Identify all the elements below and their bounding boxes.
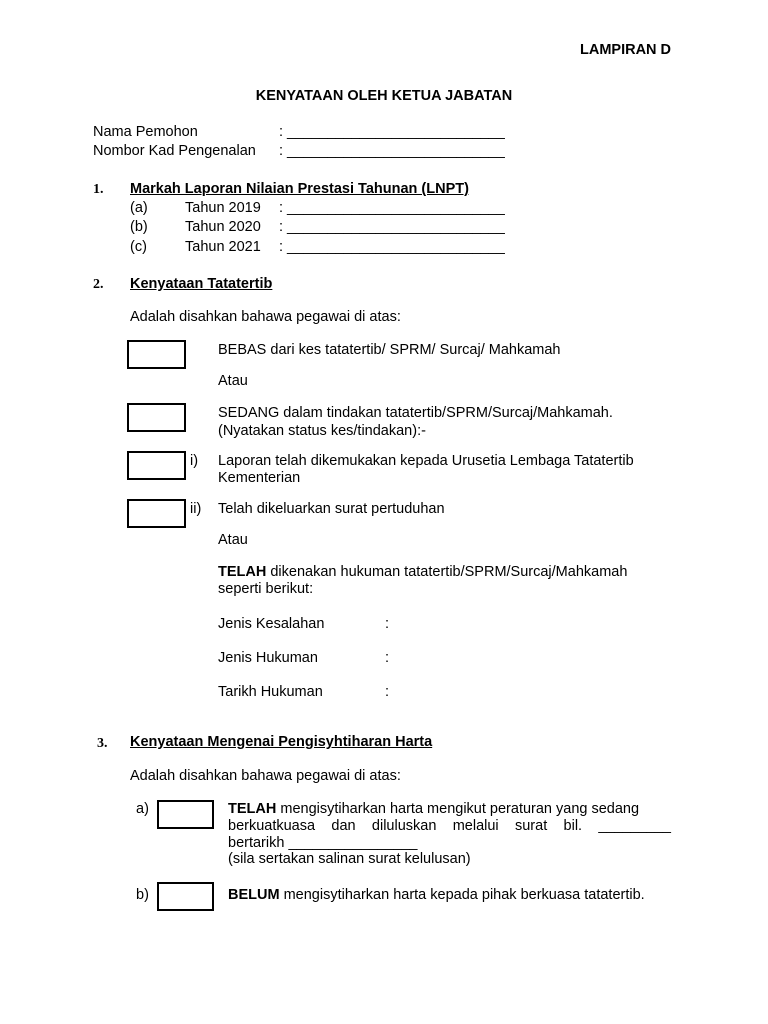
telah-keyword: TELAH [218, 564, 267, 580]
jenis-hukuman-field[interactable]: : [385, 650, 390, 666]
sedang-checkbox[interactable] [127, 403, 186, 432]
sedang-option-text: SEDANG dalam tindakan tatatertib/SPRM/Surcaj/Mahkamah. [218, 405, 613, 421]
applicant-name-field[interactable]: : ___________________________ [279, 124, 505, 140]
bebas-option-text: BEBAS dari kes tatatertib/ SPRM/ Surcaj/ Mahkamah [218, 342, 561, 358]
atau-label: Atau [218, 373, 248, 389]
section3-intro: Adalah disahkan bahawa pegawai di atas: [130, 768, 401, 784]
section3-heading: Kenyataan Mengenai Pengisyhtiharan Harta [130, 734, 433, 750]
sub-item-ii-label: ii) [190, 501, 202, 517]
tarikh-hukuman-label: Tarikh Hukuman [218, 684, 323, 700]
laporan-checkbox[interactable] [127, 451, 186, 480]
pertuduhan-option-text: Telah dikeluarkan surat pertuduhan [218, 501, 445, 517]
section2-number: 2. [93, 277, 104, 292]
sedang-option-note: (Nyatakan status kes/tindakan):- [218, 423, 426, 439]
belum-isytihar-text [228, 887, 645, 904]
section1-number: 1. [93, 182, 104, 197]
belum-isytihar-checkbox[interactable] [157, 882, 214, 911]
section3-number: 3. [97, 736, 108, 751]
lnpt-2020-field[interactable]: : ___________________________ [279, 219, 505, 235]
section2-heading: Kenyataan Tatatertib [130, 276, 273, 292]
option-b-label: b) [136, 887, 149, 903]
laporan-option-text: Laporan telah dikemukakan kepada Urusetia Lembaga Tatatertib [218, 453, 634, 469]
telah-isytihar-text [228, 801, 639, 818]
telah-hukuman-text-cont: seperti berikut: [218, 581, 314, 597]
atau-label: Atau [218, 532, 248, 548]
telah-isytihar-checkbox[interactable] [157, 800, 214, 829]
telah-isytihar-keyword: TELAH [228, 801, 277, 817]
sub-item-i-label: i) [190, 453, 199, 469]
attachment-label: LAMPIRAN D [580, 42, 672, 58]
jenis-hukuman-label: Jenis Hukuman [218, 650, 318, 666]
tarikh-hukuman-field[interactable]: : [385, 684, 390, 700]
telah-hukuman-rest: dikenakan hukuman tatatertib/SPRM/Surcaj/Mahkamah [266, 564, 628, 580]
lnpt-row-letter: (b) [130, 219, 148, 235]
lnpt-row-letter: (c) [130, 239, 147, 255]
jenis-kesalahan-label: Jenis Kesalahan [218, 616, 325, 632]
telah-isytihar-text-cont: berkuatkuasa dan diluluskan melalui surat bil. _________ [228, 818, 671, 834]
lnpt-row-letter: (a) [130, 200, 148, 216]
section2-intro: Adalah disahkan bahawa pegawai di atas: [130, 309, 401, 325]
lnpt-row-label: Tahun 2019 [185, 200, 261, 216]
lnpt-2019-field[interactable]: : ___________________________ [279, 200, 505, 216]
lnpt-row-label: Tahun 2021 [185, 239, 261, 255]
telah-isytihar-rest: mengisytiharkan harta mengikut peraturan yang sedang [276, 801, 640, 817]
jenis-kesalahan-field[interactable]: : [385, 616, 390, 632]
telah-isytihar-date: bertarikh ________________ [228, 835, 418, 851]
option-a-label: a) [136, 801, 149, 817]
applicant-name-label: Nama Pemohon [93, 124, 198, 140]
applicant-ic-field[interactable]: : ___________________________ [279, 143, 505, 159]
bebas-checkbox[interactable] [127, 340, 186, 369]
page-title: KENYATAAN OLEH KETUA JABATAN [255, 88, 513, 104]
section1-heading: Markah Laporan Nilaian Prestasi Tahunan (LNPT) [130, 181, 469, 197]
laporan-option-text-cont: Kementerian [218, 470, 301, 486]
belum-isytihar-rest: mengisytiharkan harta kepada pihak berkuasa tatatertib. [279, 887, 645, 903]
pertuduhan-checkbox[interactable] [127, 499, 186, 528]
telah-hukuman-text [218, 564, 627, 581]
lnpt-row-label: Tahun 2020 [185, 219, 261, 235]
applicant-ic-label: Nombor Kad Pengenalan [93, 143, 256, 159]
lnpt-2021-field[interactable]: : ___________________________ [279, 239, 505, 255]
telah-isytihar-note: (sila sertakan salinan surat kelulusan) [228, 851, 471, 867]
belum-keyword: BELUM [228, 887, 280, 903]
